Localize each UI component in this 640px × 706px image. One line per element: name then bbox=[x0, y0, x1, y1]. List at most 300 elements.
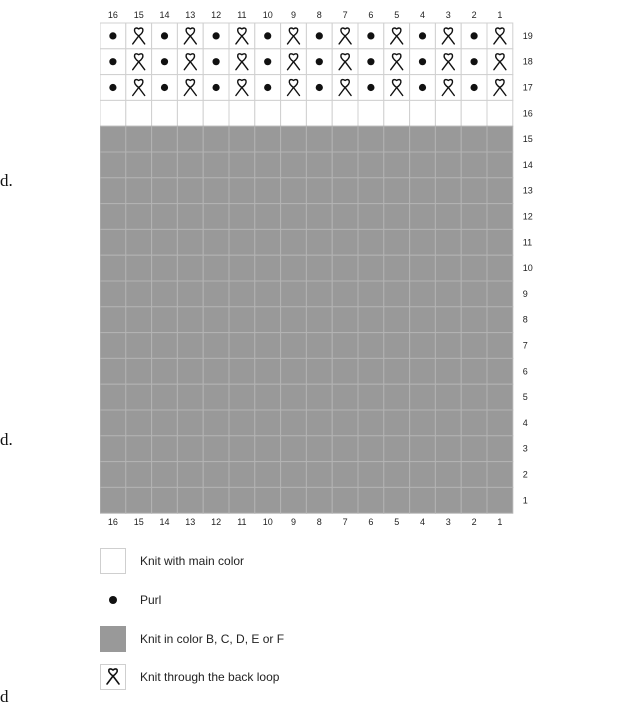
chart-cell bbox=[203, 255, 229, 281]
chart-cell bbox=[461, 100, 487, 126]
chart-cell bbox=[435, 462, 461, 488]
column-number: 8 bbox=[316, 517, 322, 528]
chart-cell bbox=[100, 100, 126, 126]
chart-cell bbox=[435, 126, 461, 152]
chart-cell bbox=[461, 462, 487, 488]
chart-cell bbox=[435, 358, 461, 384]
chart-cell bbox=[487, 204, 513, 230]
chart-cell bbox=[410, 126, 436, 152]
chart-cell bbox=[229, 358, 255, 384]
chart-cell bbox=[332, 410, 358, 436]
chart-cell bbox=[410, 255, 436, 281]
page-text-fragment: d. bbox=[0, 430, 13, 449]
purl-symbol bbox=[471, 58, 478, 65]
chart-cell bbox=[461, 307, 487, 333]
column-number: 2 bbox=[471, 517, 477, 528]
purl-symbol bbox=[367, 84, 374, 91]
purl-symbol bbox=[316, 58, 323, 65]
purl-symbol bbox=[367, 58, 374, 65]
chart-cell bbox=[332, 255, 358, 281]
chart-cell bbox=[435, 229, 461, 255]
dot-icon bbox=[100, 587, 126, 613]
chart-cell bbox=[177, 436, 203, 462]
legend-item-contrast-color bbox=[100, 626, 520, 654]
chart-cell bbox=[435, 255, 461, 281]
chart-cell bbox=[229, 307, 255, 333]
chart-cell bbox=[358, 229, 384, 255]
purl-symbol bbox=[316, 84, 323, 91]
chart-cell bbox=[358, 410, 384, 436]
chart-cell bbox=[384, 100, 410, 126]
chart-cell bbox=[126, 462, 152, 488]
chart-cell bbox=[152, 178, 178, 204]
column-number: 9 bbox=[290, 517, 297, 528]
chart-cell bbox=[177, 126, 203, 152]
legend-item-main-color bbox=[100, 548, 520, 576]
chart-cell bbox=[410, 462, 436, 488]
chart-cell bbox=[410, 410, 436, 436]
chart-cell bbox=[332, 307, 358, 333]
chart-cell bbox=[126, 204, 152, 230]
chart-cell bbox=[461, 126, 487, 152]
chart-cell bbox=[126, 410, 152, 436]
chart-cell bbox=[152, 487, 178, 513]
chart-cell bbox=[461, 384, 487, 410]
chart-cell bbox=[229, 410, 255, 436]
chart-cell bbox=[487, 100, 513, 126]
chart-cell bbox=[255, 204, 281, 230]
chart-cell bbox=[177, 384, 203, 410]
chart-cell bbox=[358, 333, 384, 359]
column-number: 4 bbox=[419, 517, 426, 528]
purl-symbol bbox=[264, 84, 271, 91]
chart-cell bbox=[487, 436, 513, 462]
chart-cell bbox=[358, 307, 384, 333]
purl-symbol bbox=[161, 58, 168, 65]
row-number: 17 bbox=[522, 82, 533, 93]
legend-label: Purl bbox=[140, 593, 162, 607]
chart-cell bbox=[487, 358, 513, 384]
chart-cell bbox=[487, 152, 513, 178]
chart-cell bbox=[255, 229, 281, 255]
chart-cell bbox=[384, 410, 410, 436]
chart-cell bbox=[255, 307, 281, 333]
chart-cell bbox=[435, 152, 461, 178]
chart-cell bbox=[100, 281, 126, 307]
column-number: 16 bbox=[107, 517, 118, 528]
chart-cell bbox=[358, 126, 384, 152]
purl-symbol bbox=[367, 32, 374, 39]
chart-cell bbox=[487, 255, 513, 281]
chart-cell bbox=[203, 126, 229, 152]
column-number: 16 bbox=[107, 10, 118, 20]
chart-cell bbox=[177, 152, 203, 178]
column-number: 10 bbox=[262, 10, 273, 20]
chart-cell bbox=[410, 333, 436, 359]
chart-cell bbox=[100, 358, 126, 384]
chart-cell bbox=[229, 462, 255, 488]
chart-cell bbox=[384, 178, 410, 204]
chart-cell bbox=[255, 410, 281, 436]
chart-cell bbox=[229, 384, 255, 410]
chart-cell bbox=[177, 410, 203, 436]
chart-cell bbox=[332, 358, 358, 384]
chart-cell bbox=[229, 204, 255, 230]
chart-cell bbox=[281, 126, 307, 152]
chart-cell bbox=[435, 333, 461, 359]
chart-cell bbox=[410, 436, 436, 462]
row-number: 6 bbox=[522, 366, 528, 377]
chart-cell bbox=[487, 178, 513, 204]
chart-cell bbox=[410, 100, 436, 126]
knitting-chart bbox=[100, 8, 540, 530]
chart-cell bbox=[255, 100, 281, 126]
chart-cell bbox=[281, 178, 307, 204]
chart-cell bbox=[435, 410, 461, 436]
chart-cell bbox=[100, 487, 126, 513]
column-number: 15 bbox=[133, 517, 144, 528]
chart-cell bbox=[203, 487, 229, 513]
chart-cell bbox=[384, 281, 410, 307]
column-number: 11 bbox=[237, 517, 247, 528]
chart-cell bbox=[435, 178, 461, 204]
purl-symbol bbox=[213, 32, 220, 39]
column-number: 8 bbox=[316, 10, 322, 20]
chart-cell bbox=[152, 100, 178, 126]
chart-cell bbox=[384, 487, 410, 513]
chart-cell bbox=[461, 333, 487, 359]
column-number: 15 bbox=[133, 10, 144, 20]
purl-symbol bbox=[316, 32, 323, 39]
chart-cell bbox=[332, 384, 358, 410]
chart-cell bbox=[487, 384, 513, 410]
chart-cell bbox=[461, 410, 487, 436]
chart-cell bbox=[358, 436, 384, 462]
chart-cell bbox=[332, 487, 358, 513]
chart-cell bbox=[487, 307, 513, 333]
row-number: 7 bbox=[522, 340, 528, 351]
chart-cell bbox=[177, 333, 203, 359]
chart-cell bbox=[203, 204, 229, 230]
chart-cell bbox=[152, 281, 178, 307]
chart-cell bbox=[255, 358, 281, 384]
chart-cell bbox=[306, 410, 332, 436]
chart-cell bbox=[203, 100, 229, 126]
chart-cell bbox=[229, 152, 255, 178]
chart-cell bbox=[229, 333, 255, 359]
row-number: 9 bbox=[522, 288, 528, 299]
row-number: 3 bbox=[522, 443, 528, 454]
row-number: 2 bbox=[522, 469, 528, 480]
chart-cell bbox=[152, 307, 178, 333]
chart-cell bbox=[152, 358, 178, 384]
chart-cell bbox=[358, 100, 384, 126]
chart-cell bbox=[461, 178, 487, 204]
chart-cell bbox=[487, 462, 513, 488]
chart-cell bbox=[332, 126, 358, 152]
chart-cell bbox=[229, 487, 255, 513]
column-number: 13 bbox=[185, 10, 196, 20]
chart-cell bbox=[203, 358, 229, 384]
column-number: 3 bbox=[445, 10, 451, 20]
chart-cell bbox=[358, 281, 384, 307]
page-text-fragment: d bbox=[0, 687, 9, 706]
chart-cell bbox=[384, 229, 410, 255]
chart-cell bbox=[384, 333, 410, 359]
chart-cell bbox=[281, 487, 307, 513]
row-number: 15 bbox=[522, 134, 533, 145]
chart-cell bbox=[100, 436, 126, 462]
chart-cell bbox=[100, 333, 126, 359]
chart-cell bbox=[126, 229, 152, 255]
purl-symbol bbox=[213, 58, 220, 65]
chart-cell bbox=[255, 333, 281, 359]
chart-cell bbox=[203, 281, 229, 307]
chart-cell bbox=[384, 126, 410, 152]
chart-cell bbox=[229, 126, 255, 152]
row-number: 5 bbox=[522, 392, 528, 403]
column-number: 13 bbox=[185, 517, 196, 528]
row-number: 4 bbox=[522, 417, 528, 428]
row-number: 18 bbox=[522, 56, 533, 67]
chart-cell bbox=[126, 384, 152, 410]
legend-label: Knit through the back loop bbox=[140, 670, 280, 684]
chart-cell bbox=[177, 178, 203, 204]
chart-cell bbox=[229, 436, 255, 462]
chart-cell bbox=[229, 229, 255, 255]
purl-symbol bbox=[471, 32, 478, 39]
chart-cell bbox=[255, 487, 281, 513]
chart-cell bbox=[461, 358, 487, 384]
chart-cell bbox=[229, 255, 255, 281]
chart-cell bbox=[203, 333, 229, 359]
chart-cell bbox=[281, 307, 307, 333]
chart-cell bbox=[203, 384, 229, 410]
chart-cell bbox=[332, 333, 358, 359]
chart-cell bbox=[461, 229, 487, 255]
chart-cell bbox=[177, 281, 203, 307]
chart-cell bbox=[100, 307, 126, 333]
purl-symbol bbox=[419, 84, 426, 91]
chart-cell bbox=[152, 126, 178, 152]
chart-cell bbox=[358, 384, 384, 410]
chart-cell bbox=[229, 178, 255, 204]
row-number: 19 bbox=[522, 30, 533, 41]
chart-cell bbox=[281, 204, 307, 230]
chart-cell bbox=[126, 281, 152, 307]
chart-cell bbox=[487, 333, 513, 359]
chart-cell bbox=[100, 204, 126, 230]
chart-cell bbox=[100, 229, 126, 255]
chart-cell bbox=[410, 204, 436, 230]
chart-cell bbox=[177, 204, 203, 230]
chart-cell bbox=[255, 178, 281, 204]
chart-cell bbox=[410, 281, 436, 307]
chart-cell bbox=[281, 410, 307, 436]
chart-cell bbox=[126, 100, 152, 126]
chart-cell bbox=[177, 462, 203, 488]
purl-symbol bbox=[419, 58, 426, 65]
chart-cell bbox=[126, 487, 152, 513]
chart-cell bbox=[358, 204, 384, 230]
chart-cell bbox=[177, 229, 203, 255]
chart-cell bbox=[384, 436, 410, 462]
row-number: 12 bbox=[522, 211, 533, 222]
column-number: 5 bbox=[394, 517, 400, 528]
chart-cell bbox=[177, 100, 203, 126]
chart-cell bbox=[358, 358, 384, 384]
column-number: 12 bbox=[211, 10, 222, 20]
chart-cell bbox=[126, 436, 152, 462]
chart-cell bbox=[410, 487, 436, 513]
row-number: 13 bbox=[522, 185, 533, 196]
chart-cell bbox=[100, 178, 126, 204]
chart-cell bbox=[255, 126, 281, 152]
chart-cell bbox=[332, 462, 358, 488]
chart-cell bbox=[306, 462, 332, 488]
chart-cell bbox=[306, 358, 332, 384]
chart-cell bbox=[126, 333, 152, 359]
chart-cell bbox=[332, 281, 358, 307]
column-number: 4 bbox=[419, 10, 426, 20]
chart-cell bbox=[255, 384, 281, 410]
chart-cell bbox=[461, 487, 487, 513]
chart-cell bbox=[410, 178, 436, 204]
chart-cell bbox=[100, 384, 126, 410]
purl-symbol bbox=[471, 84, 478, 91]
chart-cell bbox=[435, 204, 461, 230]
chart-cell bbox=[358, 152, 384, 178]
chart-cell bbox=[435, 384, 461, 410]
chart-cell bbox=[152, 462, 178, 488]
column-number: 1 bbox=[497, 517, 503, 528]
chart-cell bbox=[384, 152, 410, 178]
chart-cell bbox=[487, 126, 513, 152]
purl-symbol bbox=[161, 32, 168, 39]
chart-cell bbox=[126, 178, 152, 204]
chart-cell bbox=[281, 462, 307, 488]
chart-cell bbox=[126, 255, 152, 281]
chart-cell bbox=[306, 487, 332, 513]
chart-cell bbox=[100, 255, 126, 281]
column-number: 12 bbox=[211, 517, 222, 528]
chart-cell bbox=[203, 436, 229, 462]
chart-cell bbox=[203, 410, 229, 436]
chart-cell bbox=[177, 255, 203, 281]
chart-cell bbox=[281, 358, 307, 384]
chart-cell bbox=[100, 410, 126, 436]
chart-cell bbox=[152, 255, 178, 281]
chart-cell bbox=[306, 384, 332, 410]
chart-cell bbox=[306, 152, 332, 178]
chart-cell bbox=[281, 229, 307, 255]
row-number: 14 bbox=[522, 159, 533, 170]
row-number: 16 bbox=[522, 108, 533, 119]
chart-cell bbox=[203, 307, 229, 333]
chart-cell bbox=[306, 204, 332, 230]
column-number: 5 bbox=[394, 10, 400, 20]
legend-label: Knit in color B, C, D, E or F bbox=[140, 632, 285, 646]
chart-cell bbox=[177, 307, 203, 333]
purl-symbol bbox=[419, 32, 426, 39]
chart-cell bbox=[281, 100, 307, 126]
chart-cell bbox=[152, 436, 178, 462]
chart-cell bbox=[332, 100, 358, 126]
row-number: 10 bbox=[522, 263, 533, 274]
chart-cell bbox=[358, 462, 384, 488]
chart-cell bbox=[435, 281, 461, 307]
chart-cell bbox=[229, 100, 255, 126]
column-number: 7 bbox=[342, 10, 348, 20]
chart-cell bbox=[255, 152, 281, 178]
chart-cell bbox=[487, 410, 513, 436]
chart-cell bbox=[332, 152, 358, 178]
chart-cell bbox=[487, 229, 513, 255]
chart-cell bbox=[229, 281, 255, 307]
row-number: 8 bbox=[522, 314, 528, 325]
chart-cell bbox=[306, 255, 332, 281]
chart-cell bbox=[306, 333, 332, 359]
column-number: 14 bbox=[159, 10, 170, 20]
chart-cell bbox=[410, 384, 436, 410]
column-number: 9 bbox=[290, 10, 297, 20]
purl-symbol bbox=[109, 84, 116, 91]
chart-cell bbox=[100, 126, 126, 152]
chart-cell bbox=[384, 307, 410, 333]
chart-cell bbox=[384, 384, 410, 410]
legend-item-through-back-loop bbox=[100, 664, 520, 692]
chart-cell bbox=[152, 410, 178, 436]
chart-cell bbox=[203, 152, 229, 178]
chart-cell bbox=[255, 281, 281, 307]
chart-cell bbox=[384, 255, 410, 281]
chart-cell bbox=[487, 281, 513, 307]
chart-cell bbox=[100, 152, 126, 178]
chart-cell bbox=[306, 229, 332, 255]
chart-cell bbox=[332, 229, 358, 255]
chart-cell bbox=[126, 307, 152, 333]
chart-cell bbox=[126, 152, 152, 178]
chart-cell bbox=[306, 126, 332, 152]
legend-item-purl bbox=[100, 587, 520, 615]
column-number: 10 bbox=[262, 517, 273, 528]
chart-cell bbox=[332, 204, 358, 230]
chart-cell bbox=[203, 178, 229, 204]
row-number: 11 bbox=[522, 237, 533, 248]
chart-cell bbox=[281, 281, 307, 307]
column-number: 14 bbox=[159, 517, 170, 528]
chart-cell bbox=[435, 307, 461, 333]
chart-cell bbox=[461, 281, 487, 307]
gray-square-icon bbox=[100, 626, 126, 652]
chart-cell bbox=[152, 384, 178, 410]
column-number: 1 bbox=[497, 10, 503, 20]
chart-cell bbox=[332, 436, 358, 462]
chart-cell bbox=[358, 487, 384, 513]
chart-cell bbox=[410, 358, 436, 384]
chart-cell bbox=[281, 152, 307, 178]
purl-symbol bbox=[161, 84, 168, 91]
chart-cell bbox=[306, 100, 332, 126]
chart-cell bbox=[281, 436, 307, 462]
purl-symbol bbox=[264, 58, 271, 65]
chart-cell bbox=[461, 204, 487, 230]
column-number: 6 bbox=[368, 10, 374, 20]
white-square-icon bbox=[100, 548, 126, 574]
purl-symbol bbox=[264, 32, 271, 39]
chart-cell bbox=[255, 462, 281, 488]
chart-cell bbox=[255, 436, 281, 462]
